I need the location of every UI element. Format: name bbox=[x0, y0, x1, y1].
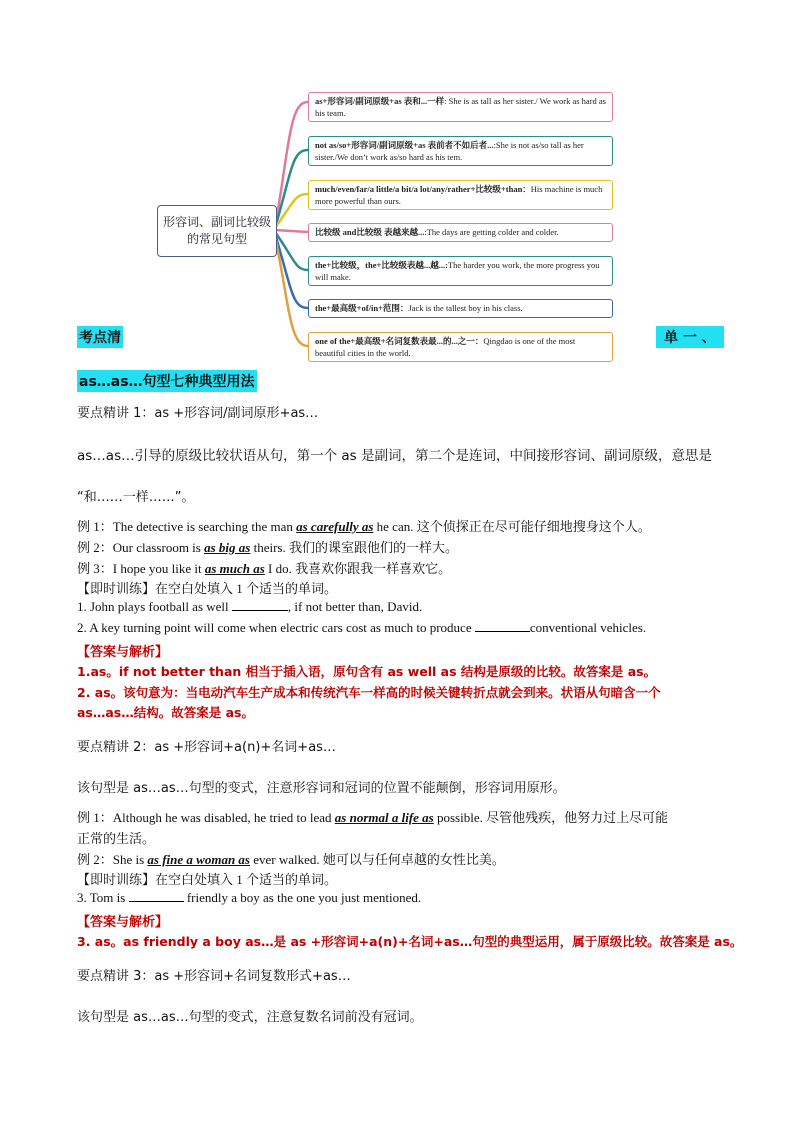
answer-blank-1[interactable] bbox=[232, 599, 288, 611]
point1-practice: 【即时训练】在空白处填入 1 个适当的单词。 bbox=[77, 581, 338, 596]
point1-example-1: 例 1：The detective is searching the man as carefully as he can. 这个侦探正在尽可能仔细地搜身这个人。 bbox=[77, 519, 651, 534]
point3-title: 要点精讲 3：as +形容词+名词复数形式+as… bbox=[77, 969, 351, 984]
point1-desc: as…as…引导的原级比较状语从句，第一个 as 是副词，第二个是连词，中间接形容词、副词原级，意思是 bbox=[77, 448, 712, 464]
section-heading-left: 考点清 bbox=[77, 326, 123, 348]
question-3: 3. Tom is friendly a boy as the one you just mentioned. bbox=[77, 890, 422, 905]
point2-desc: 该句型是 as…as…句型的变式，注意形容词和冠词的位置不能颠倒，形容词用原形。 bbox=[77, 781, 566, 796]
answer-2: 2. as。该句意为：当电动汽车生产成本和传统汽车一样高的时候关键转折点就会到来。状语从句暗含一个 bbox=[77, 685, 661, 700]
point1-title: 要点精讲 1：as +形容词/副词原形+as… bbox=[77, 406, 319, 421]
point2-answer-title: 【答案与解析】 bbox=[77, 914, 169, 929]
question-1: 1. John plays football as well , if not better than, David. bbox=[77, 599, 423, 614]
answer-blank-3[interactable] bbox=[129, 890, 184, 902]
point2-example-2: 例 2：She is as fine a woman as ever walked. 她可以与任何卓越的女性比美。 bbox=[77, 852, 505, 867]
question-2: 2. A key turning point will come when electric cars cost as much to produce conventional vehicles. bbox=[77, 620, 647, 635]
answer-3: 3. as。as friendly a boy as…是 as +形容词+a(n)+名词+as…句型的典型运用，属于原级比较。故答案是 as。 bbox=[77, 934, 743, 949]
point2-example-1-cont: 正常的生活。 bbox=[77, 831, 156, 846]
point2-example-1: 例 1：Although he was disabled, he tried to lead as normal a life as possible. 尽管他残疾，他努力过上尽可能 bbox=[77, 810, 669, 825]
mindmap-branch-3: much/even/far/a little/a bit/a lot/any/rather+比较级+than：His machine is much more powerful than ours. bbox=[308, 180, 613, 210]
point1-example-3: 例 3：I hope you like it as much as I do. 我喜欢你跟我一样喜欢它。 bbox=[77, 561, 452, 576]
point1-desc-cont: “和……一样……”。 bbox=[77, 490, 195, 505]
point2-title: 要点精讲 2：as +形容词+a(n)+名词+as… bbox=[77, 740, 336, 755]
mindmap-branch-1: as+形容词/副词原级+as 表和...一样: She is as tall as her sister./ We work as hard as his team. bbox=[308, 92, 613, 122]
section-heading-title: as…as…句型七种典型用法 bbox=[77, 370, 257, 392]
point2-practice: 【即时训练】在空白处填入 1 个适当的单词。 bbox=[77, 872, 338, 887]
mindmap-branch-2: not as/so+形容词/副词原级+as 表前者不如后者...:She is not as/so tall as her sister./We don’t work as/so hard as his tem. bbox=[308, 136, 613, 166]
answer-2-cont: as…as…结构。故答案是 as。 bbox=[77, 705, 254, 720]
answer-blank-2[interactable] bbox=[475, 620, 530, 632]
mindmap-branch-5: the+比较级，the+比较级表越...越...:The harder you work, the more progress you will make. bbox=[308, 256, 613, 286]
point3-desc: 该句型是 as…as…句型的变式，注意复数名词前没有冠词。 bbox=[77, 1010, 423, 1025]
point1-example-2: 例 2：Our classroom is as big as theirs. 我们的课室跟他们的一样大。 bbox=[77, 540, 458, 555]
point1-answer-title: 【答案与解析】 bbox=[77, 644, 169, 659]
section-heading-right: 单 一 、 bbox=[656, 326, 724, 348]
mindmap-branch-4: 比较级 and比较级 表越来越...:The days are getting colder and colder. bbox=[308, 223, 613, 242]
mindmap-center: 形容词、副词比较级的常见句型 bbox=[157, 205, 277, 257]
answer-1: 1.as。if not better than 相当于插入语，原句含有 as well as 结构是原级的比较。故答案是 as。 bbox=[77, 664, 657, 679]
mindmap-branch-6: the+最高级+of/in+范围：Jack is the tallest boy in his class. bbox=[308, 299, 613, 318]
mindmap-branch-7: one of the+最高级+名词复数表最...的...之一：Qingdao is one of the most beautiful cities in the world. bbox=[308, 332, 613, 362]
